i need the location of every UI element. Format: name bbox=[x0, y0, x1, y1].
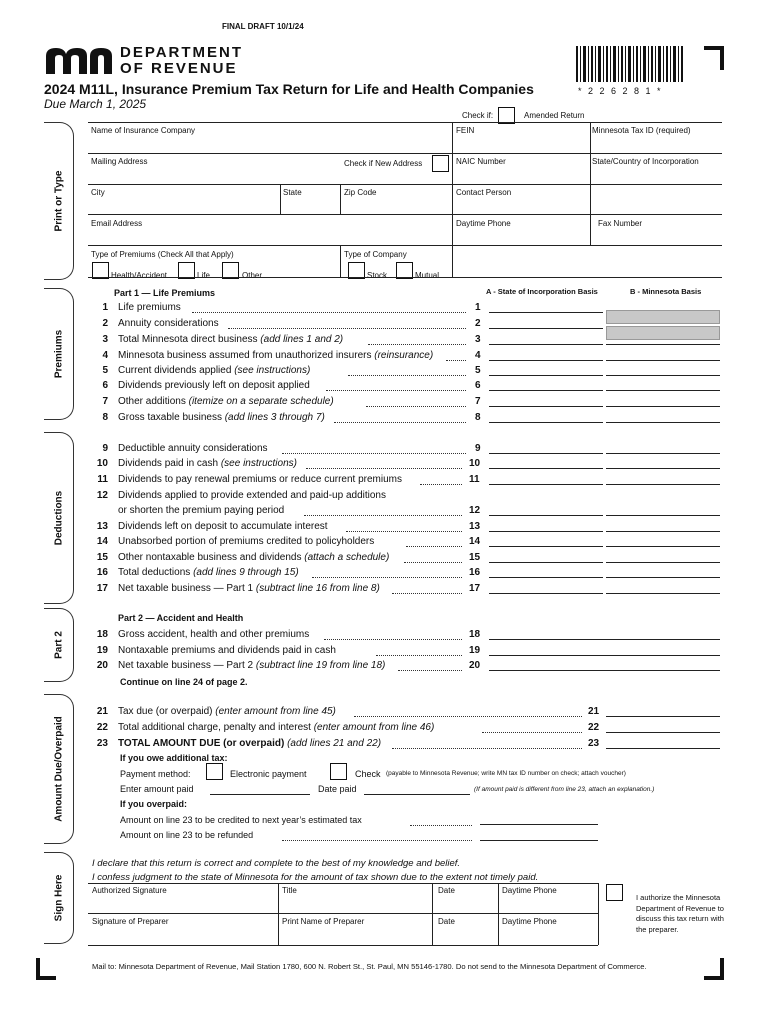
line-11-col-a-input[interactable] bbox=[489, 484, 603, 485]
due-date: Due March 1, 2025 bbox=[44, 97, 147, 111]
state-country-field[interactable]: State/Country of Incorporation bbox=[592, 157, 699, 166]
health-accident-label: Health/Accident bbox=[111, 271, 168, 280]
payment-method-label: Payment method: bbox=[120, 769, 191, 779]
city-field[interactable]: City bbox=[91, 188, 105, 197]
corner-mark-bottom-right bbox=[704, 958, 724, 980]
mn-tax-id-field[interactable]: Minnesota Tax ID (required) bbox=[592, 126, 691, 135]
part2-title: Part 2 — Accident and Health bbox=[118, 613, 244, 623]
line-12-col-b-input[interactable] bbox=[606, 515, 720, 516]
refunded-input[interactable] bbox=[480, 840, 598, 841]
premium-types-label: Type of Premiums (Check All that Apply) bbox=[91, 250, 234, 259]
line-21-input[interactable] bbox=[606, 716, 720, 717]
dept-line2: OF REVENUE bbox=[120, 60, 238, 77]
line-10-col-a-input[interactable] bbox=[489, 468, 603, 469]
amended-return-label: Amended Return bbox=[524, 111, 585, 120]
line-10-col-b-input[interactable] bbox=[606, 468, 720, 469]
line-23-input[interactable] bbox=[606, 748, 720, 749]
form-title: 2024 M11L, Insurance Premium Tax Return for Life and Health Companies bbox=[44, 81, 534, 97]
check-note: (payable to Minnesota Revenue; write MN tax ID number on check; attach voucher) bbox=[386, 770, 626, 777]
line-12-col-a-input[interactable] bbox=[489, 515, 603, 516]
line-19-input[interactable] bbox=[489, 655, 720, 656]
line-13-col-a-input[interactable] bbox=[489, 531, 603, 532]
draft-label: FINAL DRAFT 10/1/24 bbox=[222, 22, 304, 31]
declaration-1: I declare that this return is correct and complete to the best of my knowledge and belief. bbox=[92, 858, 461, 869]
part1-title: Part 1 — Life Premiums bbox=[114, 288, 216, 298]
authorize-text: I authorize the Minnesota Department of Revenue to discuss this tax return with the preparer. bbox=[636, 893, 724, 934]
line-4-col-a-input[interactable] bbox=[489, 360, 603, 361]
credited-label: Amount on line 23 to be credited to next year’s estimated tax bbox=[120, 815, 362, 825]
line-16-col-a-input[interactable] bbox=[489, 577, 603, 578]
owe-label: If you owe additional tax: bbox=[120, 753, 228, 763]
side-tab-amount: Amount Due/Overpaid bbox=[44, 694, 74, 844]
line-14-col-a-input[interactable] bbox=[489, 546, 603, 547]
side-tab-print: Print or Type bbox=[44, 122, 74, 280]
mutual-label: Mutual bbox=[415, 271, 440, 280]
line-6-col-a-input[interactable] bbox=[489, 390, 603, 391]
line-9-col-a-input[interactable] bbox=[489, 453, 603, 454]
line-17-col-a-input[interactable] bbox=[489, 593, 603, 594]
fein-field[interactable]: FEIN bbox=[456, 126, 475, 135]
date-field[interactable]: Date bbox=[438, 886, 455, 895]
preparer-phone-field[interactable]: Daytime Phone bbox=[502, 917, 557, 926]
col-b-header: B - Minnesota Basis bbox=[630, 287, 702, 296]
line-8-col-b-input[interactable] bbox=[606, 422, 720, 423]
amount-paid-input[interactable] bbox=[210, 794, 310, 795]
company-type-label: Type of Company bbox=[344, 250, 407, 259]
check-if-label: Check if: bbox=[462, 111, 494, 120]
line-15-col-a-input[interactable] bbox=[489, 562, 603, 563]
corner-mark-bottom-left bbox=[36, 958, 56, 980]
preparer-date-field[interactable]: Date bbox=[438, 917, 455, 926]
line-13-col-b-input[interactable] bbox=[606, 531, 720, 532]
daytime-phone-sign-field[interactable]: Daytime Phone bbox=[502, 886, 557, 895]
check-payment-checkbox[interactable] bbox=[330, 763, 347, 780]
line-17-col-b-input[interactable] bbox=[606, 593, 720, 594]
naic-field[interactable]: NAIC Number bbox=[456, 157, 506, 166]
electronic-payment-label: Electronic payment bbox=[230, 769, 307, 779]
line-14-col-b-input[interactable] bbox=[606, 546, 720, 547]
continue-note: Continue on line 24 of page 2. bbox=[120, 677, 248, 687]
daytime-phone-field[interactable]: Daytime Phone bbox=[456, 219, 511, 228]
barcode-icon bbox=[576, 46, 686, 86]
mn-logo-icon bbox=[44, 46, 116, 76]
line-22-input[interactable] bbox=[606, 732, 720, 733]
line-18-input[interactable] bbox=[489, 639, 720, 640]
line-3-col-a-input[interactable] bbox=[489, 344, 603, 345]
line-7-col-a-input[interactable] bbox=[489, 406, 603, 407]
date-paid-input[interactable] bbox=[364, 794, 470, 795]
line-1-col-b-shaded bbox=[606, 310, 720, 324]
other-label: Other bbox=[242, 271, 263, 280]
title-field[interactable]: Title bbox=[282, 886, 297, 895]
line-2-col-b-shaded bbox=[606, 326, 720, 340]
stock-label: Stock bbox=[367, 271, 388, 280]
mailing-address-field[interactable]: Mailing Address bbox=[91, 157, 148, 166]
line-2-col-a-input[interactable] bbox=[489, 328, 603, 329]
new-address-checkbox[interactable] bbox=[432, 155, 449, 172]
line-7-col-b-input[interactable] bbox=[606, 406, 720, 407]
side-tab-sign: Sign Here bbox=[44, 852, 74, 944]
line-11-col-b-input[interactable] bbox=[606, 484, 720, 485]
line-6-col-b-input[interactable] bbox=[606, 390, 720, 391]
state-field[interactable]: State bbox=[283, 188, 302, 197]
side-tab-premiums: Premiums bbox=[44, 288, 74, 420]
contact-person-field[interactable]: Contact Person bbox=[456, 188, 512, 197]
mail-to: Mail to: Minnesota Department of Revenue, Mail Station 1780, 600 N. Robert St., St. Paul, MN 55146-1780. Do not send to the Minnesota Department of Commerce. bbox=[92, 962, 647, 971]
declaration-2: I confess judgment to the state of Minnesota for the amount of tax shown due to the extent not timely paid. bbox=[92, 872, 539, 883]
authorized-signature-field[interactable]: Authorized Signature bbox=[92, 886, 167, 895]
fax-field[interactable]: Fax Number bbox=[598, 219, 643, 228]
line-8-col-a-input[interactable] bbox=[489, 422, 603, 423]
new-address-label: Check if New Address bbox=[344, 159, 423, 168]
date-paid-label: Date paid bbox=[318, 784, 357, 794]
barcode-number: * 2 2 6 2 8 1 * bbox=[578, 86, 663, 96]
line-20-input[interactable] bbox=[489, 670, 720, 671]
line-4-col-b-input[interactable] bbox=[606, 360, 720, 361]
preparer-signature-field[interactable]: Signature of Preparer bbox=[92, 917, 169, 926]
electronic-payment-checkbox[interactable] bbox=[206, 763, 223, 780]
line-16-col-b-input[interactable] bbox=[606, 577, 720, 578]
line-5-col-b-input[interactable] bbox=[606, 375, 720, 376]
enter-paid-label: Enter amount paid bbox=[120, 784, 194, 794]
corner-mark-top-right bbox=[704, 46, 724, 70]
preparer-name-field[interactable]: Print Name of Preparer bbox=[282, 917, 365, 926]
credited-input[interactable] bbox=[480, 824, 598, 825]
col-a-header: A - State of Incorporation Basis bbox=[486, 287, 598, 296]
line-9-col-b-input[interactable] bbox=[606, 453, 720, 454]
line-3-col-b-input[interactable] bbox=[606, 344, 720, 345]
email-field[interactable]: Email Address bbox=[91, 219, 143, 228]
line-1-col-a-input[interactable] bbox=[489, 312, 603, 313]
line-15-col-b-input[interactable] bbox=[606, 562, 720, 563]
dept-line1: DEPARTMENT bbox=[120, 44, 244, 61]
overpaid-label: If you overpaid: bbox=[120, 799, 188, 809]
authorize-preparer-checkbox[interactable] bbox=[606, 884, 623, 901]
side-tab-part2: Part 2 bbox=[44, 608, 74, 682]
refunded-label: Amount on line 23 to be refunded bbox=[120, 830, 254, 840]
paid-note: (If amount paid is different from line 23, attach an explanation.) bbox=[474, 786, 655, 793]
side-tab-deductions: Deductions bbox=[44, 432, 74, 604]
line-5-col-a-input[interactable] bbox=[489, 375, 603, 376]
life-label: Life bbox=[197, 271, 210, 280]
zip-field[interactable]: Zip Code bbox=[344, 188, 377, 197]
company-name-field[interactable]: Name of Insurance Company bbox=[91, 126, 196, 135]
check-payment-label: Check bbox=[355, 769, 381, 779]
